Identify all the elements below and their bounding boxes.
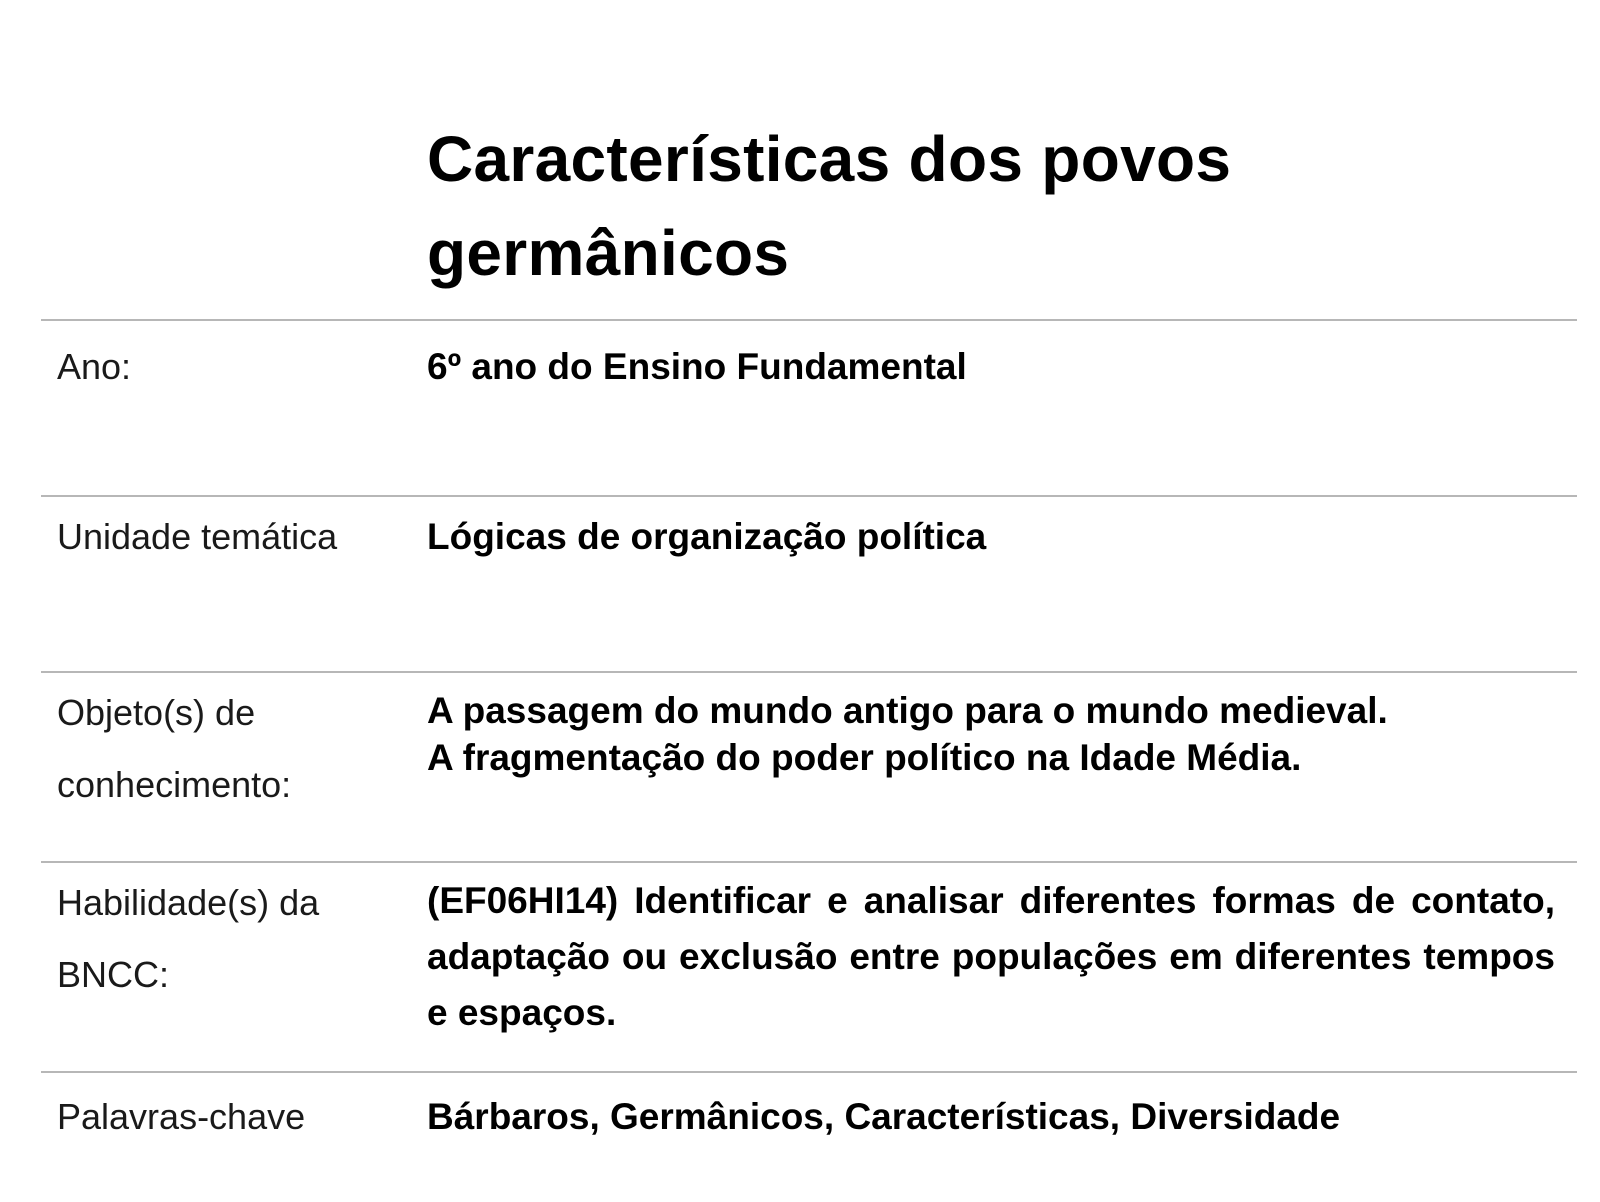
- row-value: Lógicas de organização política: [427, 516, 987, 557]
- info-row-ano: [41, 319, 1577, 497]
- row-value: Bárbaros, Germânicos, Características, Diversidade: [427, 1096, 1341, 1137]
- document-title: Características dos povos germânicos: [427, 123, 1232, 289]
- info-row-habilidades-bncc: [41, 861, 1577, 1073]
- row-value: 6º ano do Ensino Fundamental: [427, 346, 967, 387]
- info-row-unidade-tematica: [41, 495, 1577, 673]
- row-label: Objeto(s) de conhecimento:: [57, 692, 292, 805]
- row-label: Palavras-chave: [57, 1096, 306, 1137]
- value-line: A fragmentação do poder político na Idade Média.: [427, 737, 1302, 778]
- row-label: Ano:: [57, 346, 132, 387]
- row-value: [427, 687, 1555, 781]
- row-value: (EF06HI14) Identificar e analisar diferentes formas de contato, adaptação ou exclusão entre populações em diferentes tempos e espaços.: [427, 880, 1555, 1033]
- row-label: Habilidade(s) da BNCC:: [57, 882, 320, 995]
- value-line: A passagem do mundo antigo para o mundo medieval.: [427, 690, 1388, 731]
- row-label: Unidade temática: [57, 516, 338, 557]
- info-row-palavras-chave: [41, 1071, 1577, 1202]
- info-row-objetos-de-conhecimento: [41, 671, 1577, 863]
